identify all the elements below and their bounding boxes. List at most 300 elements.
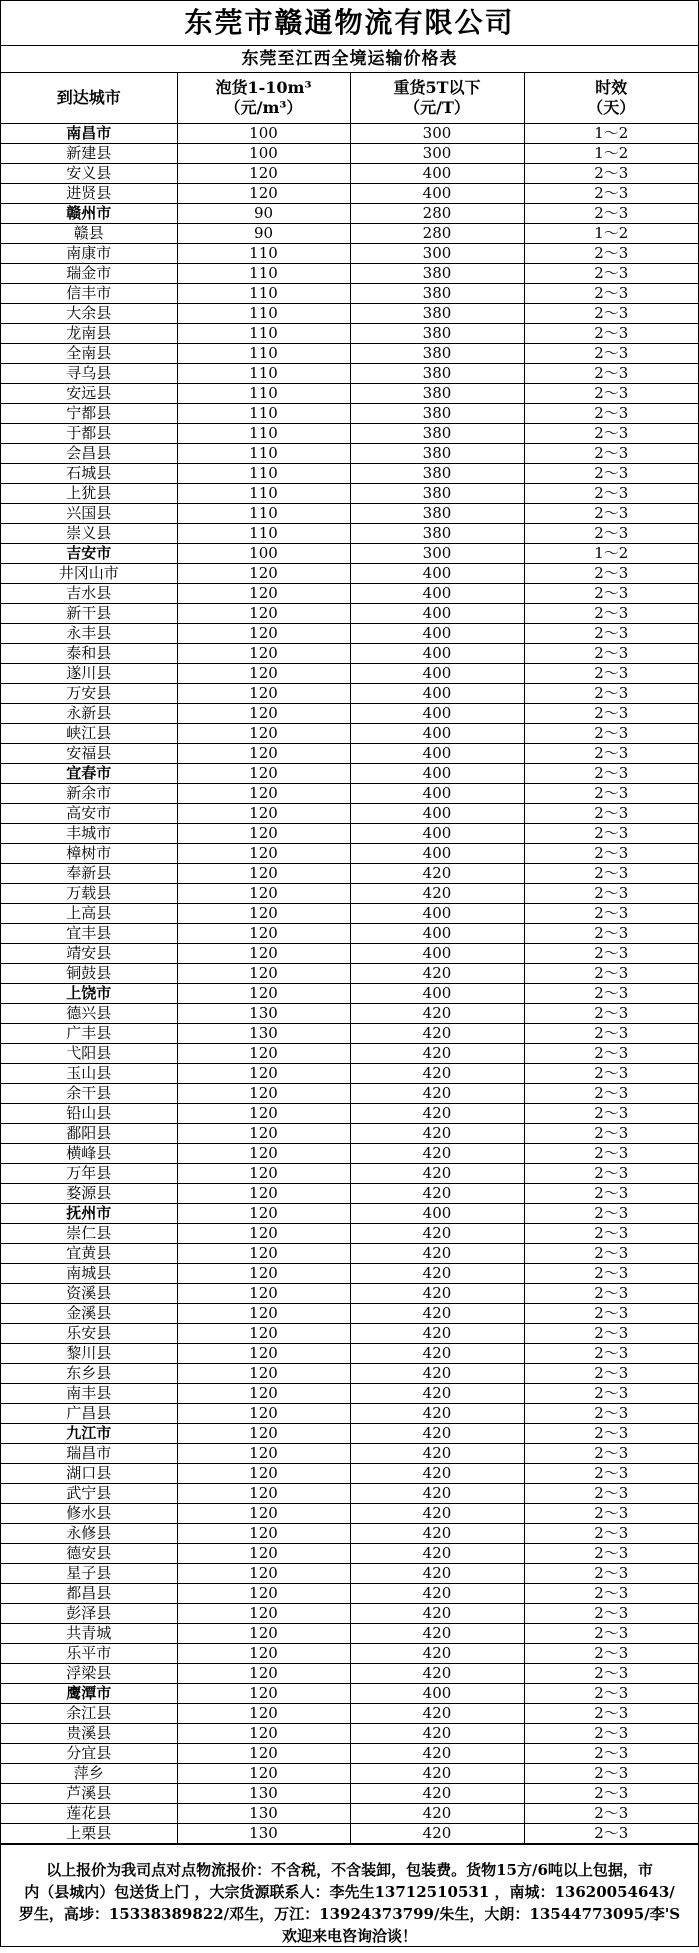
destination-cell: 乐安县 bbox=[1, 1324, 177, 1344]
destination-cell: 铜鼓县 bbox=[1, 964, 177, 984]
light-cargo-price-cell: 120 bbox=[177, 1764, 350, 1784]
transit-days-cell: 2～3 bbox=[524, 1044, 698, 1064]
transit-days-cell: 2～3 bbox=[524, 1724, 698, 1744]
heavy-cargo-price-cell: 420 bbox=[350, 1264, 524, 1284]
transit-days-cell: 2～3 bbox=[524, 1384, 698, 1404]
table-row bbox=[1, 364, 698, 384]
light-cargo-price-cell: 120 bbox=[177, 1704, 350, 1724]
destination-cell: 南康市 bbox=[1, 244, 177, 264]
destination-cell: 南昌市 bbox=[1, 124, 177, 144]
footer-note bbox=[1, 1844, 698, 1953]
light-cargo-price-cell: 110 bbox=[177, 264, 350, 284]
table-row bbox=[1, 404, 698, 424]
light-cargo-price-cell: 120 bbox=[177, 1364, 350, 1384]
transit-days-cell: 2～3 bbox=[524, 1004, 698, 1024]
light-cargo-price-cell: 120 bbox=[177, 844, 350, 864]
heavy-cargo-price-cell: 420 bbox=[350, 1124, 524, 1144]
destination-cell: 新干县 bbox=[1, 604, 177, 624]
light-cargo-price-cell: 120 bbox=[177, 864, 350, 884]
light-cargo-price-cell: 120 bbox=[177, 1204, 350, 1224]
destination-cell: 南城县 bbox=[1, 1264, 177, 1284]
transit-days-cell: 2～3 bbox=[524, 1304, 698, 1324]
transit-days-cell: 2～3 bbox=[524, 744, 698, 764]
transit-days-cell: 2～3 bbox=[524, 404, 698, 424]
destination-cell: 吉水县 bbox=[1, 584, 177, 604]
transit-days-cell: 2～3 bbox=[524, 1224, 698, 1244]
heavy-cargo-price-cell: 420 bbox=[350, 1704, 524, 1724]
heavy-cargo-price-cell: 400 bbox=[350, 604, 524, 624]
heavy-cargo-price-cell: 420 bbox=[350, 1744, 524, 1764]
table-row bbox=[1, 644, 698, 664]
heavy-cargo-price-cell: 420 bbox=[350, 964, 524, 984]
destination-cell: 玉山县 bbox=[1, 1064, 177, 1084]
light-cargo-price-cell: 120 bbox=[177, 164, 350, 184]
light-cargo-price-cell: 120 bbox=[177, 1064, 350, 1084]
light-cargo-price-cell: 120 bbox=[177, 1344, 350, 1364]
transit-days-cell: 2～3 bbox=[524, 884, 698, 904]
transit-days-cell: 2～3 bbox=[524, 604, 698, 624]
light-cargo-price-cell: 120 bbox=[177, 1744, 350, 1764]
destination-cell: 石城县 bbox=[1, 464, 177, 484]
destination-cell: 永新县 bbox=[1, 704, 177, 724]
column-header-heavy-cargo: 重货5T以下 （元/T） bbox=[350, 73, 524, 124]
heavy-cargo-price-cell: 400 bbox=[350, 624, 524, 644]
table-row bbox=[1, 1384, 698, 1404]
destination-cell: 兴国县 bbox=[1, 504, 177, 524]
heavy-cargo-price-cell: 420 bbox=[350, 1824, 524, 1844]
table-row bbox=[1, 164, 698, 184]
destination-cell: 寻乌县 bbox=[1, 364, 177, 384]
light-cargo-price-cell: 110 bbox=[177, 504, 350, 524]
heavy-cargo-price-cell: 420 bbox=[350, 1444, 524, 1464]
transit-days-cell: 1～2 bbox=[524, 544, 698, 564]
heavy-cargo-price-cell: 420 bbox=[350, 1564, 524, 1584]
light-cargo-price-cell: 120 bbox=[177, 1244, 350, 1264]
destination-cell: 赣县 bbox=[1, 224, 177, 244]
destination-cell: 九江市 bbox=[1, 1424, 177, 1444]
heavy-cargo-price-cell: 380 bbox=[350, 464, 524, 484]
heavy-cargo-price-cell: 420 bbox=[350, 1304, 524, 1324]
heavy-cargo-price-cell: 380 bbox=[350, 424, 524, 444]
transit-days-cell: 2～3 bbox=[524, 1464, 698, 1484]
table-row bbox=[1, 344, 698, 364]
table-row bbox=[1, 304, 698, 324]
transit-days-cell: 2～3 bbox=[524, 284, 698, 304]
transit-days-cell: 2～3 bbox=[524, 1024, 698, 1044]
transit-days-cell: 2～3 bbox=[524, 1284, 698, 1304]
heavy-cargo-price-cell: 420 bbox=[350, 1624, 524, 1644]
heavy-cargo-price-cell: 420 bbox=[350, 1224, 524, 1244]
destination-cell: 德兴县 bbox=[1, 1004, 177, 1024]
light-cargo-price-cell: 120 bbox=[177, 684, 350, 704]
light-cargo-price-cell: 120 bbox=[177, 564, 350, 584]
destination-cell: 宁都县 bbox=[1, 404, 177, 424]
column-header-light-cargo: 泡货1-10m³ （元/m³） bbox=[177, 73, 350, 124]
table-row bbox=[1, 1664, 698, 1684]
destination-cell: 芦溪县 bbox=[1, 1784, 177, 1804]
light-cargo-price-cell: 120 bbox=[177, 1464, 350, 1484]
transit-days-cell: 2～3 bbox=[524, 844, 698, 864]
table-row bbox=[1, 1804, 698, 1824]
table-row bbox=[1, 844, 698, 864]
transit-days-cell: 2～3 bbox=[524, 1184, 698, 1204]
table-row bbox=[1, 784, 698, 804]
destination-cell: 湖口县 bbox=[1, 1464, 177, 1484]
light-cargo-price-cell: 120 bbox=[177, 1524, 350, 1544]
light-cargo-price-cell: 120 bbox=[177, 704, 350, 724]
heavy-cargo-price-cell: 420 bbox=[350, 1644, 524, 1664]
heavy-cargo-price-cell: 400 bbox=[350, 564, 524, 584]
light-cargo-price-cell: 120 bbox=[177, 1724, 350, 1744]
table-row bbox=[1, 1324, 698, 1344]
table-title: 东莞至江西全境运输价格表 bbox=[1, 46, 698, 73]
light-cargo-price-cell: 120 bbox=[177, 1604, 350, 1624]
table-row bbox=[1, 1704, 698, 1724]
destination-cell: 新建县 bbox=[1, 144, 177, 164]
price-table bbox=[1, 73, 698, 1844]
heavy-cargo-price-cell: 380 bbox=[350, 364, 524, 384]
heavy-cargo-price-cell: 420 bbox=[350, 1664, 524, 1684]
transit-days-cell: 2～3 bbox=[524, 964, 698, 984]
destination-cell: 萍乡 bbox=[1, 1764, 177, 1784]
transit-days-cell: 2～3 bbox=[524, 1504, 698, 1524]
destination-cell: 进贤县 bbox=[1, 184, 177, 204]
table-row bbox=[1, 984, 698, 1004]
transit-days-cell: 2～3 bbox=[524, 864, 698, 884]
transit-days-cell: 2～3 bbox=[524, 264, 698, 284]
heavy-cargo-price-cell: 420 bbox=[350, 1284, 524, 1304]
transit-days-cell: 2～3 bbox=[524, 1324, 698, 1344]
light-cargo-price-cell: 120 bbox=[177, 1664, 350, 1684]
destination-cell: 丰城市 bbox=[1, 824, 177, 844]
table-row bbox=[1, 1424, 698, 1444]
heavy-cargo-price-cell: 420 bbox=[350, 864, 524, 884]
table-row bbox=[1, 1124, 698, 1144]
heavy-cargo-price-cell: 400 bbox=[350, 1204, 524, 1224]
table-row bbox=[1, 1144, 698, 1164]
table-row bbox=[1, 1204, 698, 1224]
table-row bbox=[1, 1484, 698, 1504]
heavy-cargo-price-cell: 420 bbox=[350, 1484, 524, 1504]
transit-days-cell: 2～3 bbox=[524, 1624, 698, 1644]
light-cargo-price-cell: 120 bbox=[177, 1224, 350, 1244]
transit-days-cell: 2～3 bbox=[524, 1644, 698, 1664]
transit-days-cell: 2～3 bbox=[524, 624, 698, 644]
heavy-cargo-price-cell: 420 bbox=[350, 1424, 524, 1444]
light-cargo-price-cell: 120 bbox=[177, 804, 350, 824]
table-row bbox=[1, 1084, 698, 1104]
light-cargo-price-cell: 120 bbox=[177, 584, 350, 604]
transit-days-cell: 2～3 bbox=[524, 1484, 698, 1504]
light-cargo-price-cell: 120 bbox=[177, 1504, 350, 1524]
table-row bbox=[1, 764, 698, 784]
heavy-cargo-price-cell: 420 bbox=[350, 1144, 524, 1164]
header-row bbox=[1, 73, 698, 124]
heavy-cargo-price-cell: 400 bbox=[350, 804, 524, 824]
heavy-cargo-price-cell: 380 bbox=[350, 304, 524, 324]
heavy-cargo-price-cell: 420 bbox=[350, 1584, 524, 1604]
table-row bbox=[1, 1744, 698, 1764]
table-row bbox=[1, 1404, 698, 1424]
table-row bbox=[1, 1304, 698, 1324]
light-cargo-price-cell: 120 bbox=[177, 1304, 350, 1324]
heavy-cargo-price-cell: 420 bbox=[350, 1404, 524, 1424]
light-cargo-price-cell: 120 bbox=[177, 1444, 350, 1464]
heavy-cargo-price-cell: 420 bbox=[350, 1244, 524, 1264]
transit-days-cell: 1～2 bbox=[524, 124, 698, 144]
heavy-cargo-price-cell: 400 bbox=[350, 744, 524, 764]
transit-days-cell: 2～3 bbox=[524, 444, 698, 464]
heavy-cargo-price-cell: 380 bbox=[350, 484, 524, 504]
destination-cell: 安远县 bbox=[1, 384, 177, 404]
light-cargo-price-cell: 90 bbox=[177, 224, 350, 244]
heavy-cargo-price-cell: 380 bbox=[350, 444, 524, 464]
heavy-cargo-price-cell: 420 bbox=[350, 1804, 524, 1824]
transit-days-cell: 2～3 bbox=[524, 684, 698, 704]
light-cargo-price-cell: 110 bbox=[177, 304, 350, 324]
destination-cell: 共青城 bbox=[1, 1624, 177, 1644]
light-cargo-price-cell: 110 bbox=[177, 344, 350, 364]
transit-days-cell: 2～3 bbox=[524, 364, 698, 384]
heavy-cargo-price-cell: 420 bbox=[350, 1164, 524, 1184]
transit-days-cell: 2～3 bbox=[524, 1424, 698, 1444]
heavy-cargo-price-cell: 400 bbox=[350, 584, 524, 604]
heavy-cargo-price-cell: 380 bbox=[350, 324, 524, 344]
table-row bbox=[1, 424, 698, 444]
heavy-cargo-price-cell: 400 bbox=[350, 684, 524, 704]
heavy-cargo-price-cell: 420 bbox=[350, 1784, 524, 1804]
table-row bbox=[1, 1764, 698, 1784]
light-cargo-price-cell: 120 bbox=[177, 624, 350, 644]
footer-line: 欢迎来电咨询洽谈！ bbox=[281, 1927, 417, 1945]
light-cargo-price-cell: 120 bbox=[177, 1584, 350, 1604]
destination-cell: 莲花县 bbox=[1, 1804, 177, 1824]
destination-cell: 新余市 bbox=[1, 784, 177, 804]
light-cargo-price-cell: 120 bbox=[177, 944, 350, 964]
table-row bbox=[1, 564, 698, 584]
table-row bbox=[1, 804, 698, 824]
destination-cell: 吉安市 bbox=[1, 544, 177, 564]
light-cargo-price-cell: 120 bbox=[177, 1284, 350, 1304]
transit-days-cell: 2～3 bbox=[524, 504, 698, 524]
light-cargo-price-cell: 100 bbox=[177, 144, 350, 164]
light-cargo-price-cell: 120 bbox=[177, 744, 350, 764]
transit-days-cell: 2～3 bbox=[524, 204, 698, 224]
heavy-cargo-price-cell: 420 bbox=[350, 1384, 524, 1404]
heavy-cargo-price-cell: 400 bbox=[350, 724, 524, 744]
transit-days-cell: 2～3 bbox=[524, 1564, 698, 1584]
transit-days-cell: 2～3 bbox=[524, 1584, 698, 1604]
footer-line: 内（县城内）包送货上门 ，大宗货源联系人：李先生13712510531 ，南城：13620054643/ bbox=[24, 1883, 675, 1901]
table-row bbox=[1, 1244, 698, 1264]
transit-days-cell: 2～3 bbox=[524, 1804, 698, 1824]
light-cargo-price-cell: 130 bbox=[177, 1824, 350, 1844]
table-row bbox=[1, 1724, 698, 1744]
table-row bbox=[1, 1604, 698, 1624]
destination-cell: 彭泽县 bbox=[1, 1604, 177, 1624]
transit-days-cell: 2～3 bbox=[524, 1604, 698, 1624]
destination-cell: 德安县 bbox=[1, 1544, 177, 1564]
light-cargo-price-cell: 110 bbox=[177, 324, 350, 344]
transit-days-cell: 2～3 bbox=[524, 724, 698, 744]
destination-cell: 于都县 bbox=[1, 424, 177, 444]
heavy-cargo-price-cell: 400 bbox=[350, 164, 524, 184]
light-cargo-price-cell: 110 bbox=[177, 484, 350, 504]
destination-cell: 贵溪县 bbox=[1, 1724, 177, 1744]
destination-cell: 弋阳县 bbox=[1, 1044, 177, 1064]
destination-cell: 会昌县 bbox=[1, 444, 177, 464]
light-cargo-price-cell: 120 bbox=[177, 1404, 350, 1424]
transit-days-cell: 2～3 bbox=[524, 1544, 698, 1564]
light-cargo-price-cell: 120 bbox=[177, 824, 350, 844]
destination-cell: 资溪县 bbox=[1, 1284, 177, 1304]
heavy-cargo-price-cell: 420 bbox=[350, 1104, 524, 1124]
transit-days-cell: 2～3 bbox=[524, 1704, 698, 1724]
transit-days-cell: 2～3 bbox=[524, 1684, 698, 1704]
transit-days-cell: 2～3 bbox=[524, 1784, 698, 1804]
light-cargo-price-cell: 120 bbox=[177, 184, 350, 204]
table-row bbox=[1, 144, 698, 164]
transit-days-cell: 2～3 bbox=[524, 1404, 698, 1424]
transit-days-cell: 2～3 bbox=[524, 804, 698, 824]
table-row bbox=[1, 1544, 698, 1564]
transit-days-cell: 2～3 bbox=[524, 564, 698, 584]
transit-days-cell: 2～3 bbox=[524, 524, 698, 544]
light-cargo-price-cell: 120 bbox=[177, 664, 350, 684]
destination-cell: 上饶市 bbox=[1, 984, 177, 1004]
destination-cell: 永修县 bbox=[1, 1524, 177, 1544]
heavy-cargo-price-cell: 400 bbox=[350, 784, 524, 804]
table-row bbox=[1, 1284, 698, 1304]
heavy-cargo-price-cell: 300 bbox=[350, 144, 524, 164]
table-row bbox=[1, 464, 698, 484]
light-cargo-price-cell: 130 bbox=[177, 1024, 350, 1044]
table-row bbox=[1, 124, 698, 144]
table-row bbox=[1, 884, 698, 904]
destination-cell: 武宁县 bbox=[1, 1484, 177, 1504]
destination-cell: 宜春市 bbox=[1, 764, 177, 784]
transit-days-cell: 2～3 bbox=[524, 824, 698, 844]
table-row bbox=[1, 864, 698, 884]
table-row bbox=[1, 1824, 698, 1844]
light-cargo-price-cell: 110 bbox=[177, 244, 350, 264]
destination-cell: 鹰潭市 bbox=[1, 1684, 177, 1704]
light-cargo-price-cell: 120 bbox=[177, 1164, 350, 1184]
light-cargo-price-cell: 110 bbox=[177, 404, 350, 424]
destination-cell: 赣州市 bbox=[1, 204, 177, 224]
heavy-cargo-price-cell: 420 bbox=[350, 1064, 524, 1084]
table-row bbox=[1, 1104, 698, 1124]
heavy-cargo-price-cell: 400 bbox=[350, 824, 524, 844]
transit-days-cell: 2～3 bbox=[524, 1104, 698, 1124]
heavy-cargo-price-cell: 380 bbox=[350, 504, 524, 524]
transit-days-cell: 2～3 bbox=[524, 1364, 698, 1384]
light-cargo-price-cell: 120 bbox=[177, 924, 350, 944]
table-row bbox=[1, 504, 698, 524]
light-cargo-price-cell: 110 bbox=[177, 284, 350, 304]
destination-cell: 井冈山市 bbox=[1, 564, 177, 584]
transit-days-cell: 2～3 bbox=[524, 1524, 698, 1544]
heavy-cargo-price-cell: 420 bbox=[350, 1344, 524, 1364]
table-row bbox=[1, 1264, 698, 1284]
light-cargo-price-cell: 100 bbox=[177, 544, 350, 564]
heavy-cargo-price-cell: 420 bbox=[350, 1724, 524, 1744]
heavy-cargo-price-cell: 400 bbox=[350, 904, 524, 924]
destination-cell: 龙南县 bbox=[1, 324, 177, 344]
destination-cell: 南丰县 bbox=[1, 1384, 177, 1404]
table-row bbox=[1, 704, 698, 724]
heavy-cargo-price-cell: 400 bbox=[350, 644, 524, 664]
table-row bbox=[1, 624, 698, 644]
heavy-cargo-price-cell: 420 bbox=[350, 1024, 524, 1044]
transit-days-cell: 2～3 bbox=[524, 1764, 698, 1784]
table-row bbox=[1, 604, 698, 624]
light-cargo-price-cell: 130 bbox=[177, 1804, 350, 1824]
destination-cell: 大余县 bbox=[1, 304, 177, 324]
light-cargo-price-cell: 120 bbox=[177, 1324, 350, 1344]
destination-cell: 修水县 bbox=[1, 1504, 177, 1524]
transit-days-cell: 2～3 bbox=[524, 1084, 698, 1104]
destination-cell: 分宜县 bbox=[1, 1744, 177, 1764]
company-name: 东莞市赣通物流有限公司 bbox=[1, 1, 698, 46]
table-row bbox=[1, 244, 698, 264]
light-cargo-price-cell: 120 bbox=[177, 1624, 350, 1644]
table-row bbox=[1, 744, 698, 764]
transit-days-cell: 2～3 bbox=[524, 584, 698, 604]
transit-days-cell: 2～3 bbox=[524, 344, 698, 364]
heavy-cargo-price-cell: 420 bbox=[350, 1084, 524, 1104]
heavy-cargo-price-cell: 400 bbox=[350, 984, 524, 1004]
transit-days-cell: 2～3 bbox=[524, 784, 698, 804]
light-cargo-price-cell: 130 bbox=[177, 1004, 350, 1024]
transit-days-cell: 2～3 bbox=[524, 704, 698, 724]
table-row bbox=[1, 284, 698, 304]
table-row bbox=[1, 1504, 698, 1524]
destination-cell: 瑞昌市 bbox=[1, 1444, 177, 1464]
heavy-cargo-price-cell: 420 bbox=[350, 1504, 524, 1524]
destination-cell: 余干县 bbox=[1, 1084, 177, 1104]
destination-cell: 高安市 bbox=[1, 804, 177, 824]
transit-days-cell: 2～3 bbox=[524, 1124, 698, 1144]
light-cargo-price-cell: 110 bbox=[177, 464, 350, 484]
transit-days-cell: 2～3 bbox=[524, 484, 698, 504]
heavy-cargo-price-cell: 280 bbox=[350, 224, 524, 244]
table-row bbox=[1, 1444, 698, 1464]
transit-days-cell: 2～3 bbox=[524, 1824, 698, 1844]
transit-days-cell: 2～3 bbox=[524, 244, 698, 264]
destination-cell: 浮梁县 bbox=[1, 1664, 177, 1684]
light-cargo-price-cell: 120 bbox=[177, 884, 350, 904]
transit-days-cell: 2～3 bbox=[524, 944, 698, 964]
heavy-cargo-price-cell: 400 bbox=[350, 704, 524, 724]
table-row bbox=[1, 1784, 698, 1804]
light-cargo-price-cell: 120 bbox=[177, 984, 350, 1004]
heavy-cargo-price-cell: 420 bbox=[350, 1604, 524, 1624]
transit-days-cell: 1～2 bbox=[524, 144, 698, 164]
transit-days-cell: 2～3 bbox=[524, 1204, 698, 1224]
light-cargo-price-cell: 120 bbox=[177, 1264, 350, 1284]
destination-cell: 婺源县 bbox=[1, 1184, 177, 1204]
destination-cell: 万安县 bbox=[1, 684, 177, 704]
light-cargo-price-cell: 120 bbox=[177, 644, 350, 664]
transit-days-cell: 2～3 bbox=[524, 1264, 698, 1284]
light-cargo-price-cell: 120 bbox=[177, 1544, 350, 1564]
light-cargo-price-cell: 120 bbox=[177, 1384, 350, 1404]
table-row bbox=[1, 1464, 698, 1484]
light-cargo-price-cell: 120 bbox=[177, 724, 350, 744]
destination-cell: 东乡县 bbox=[1, 1364, 177, 1384]
destination-cell: 黎川县 bbox=[1, 1344, 177, 1364]
